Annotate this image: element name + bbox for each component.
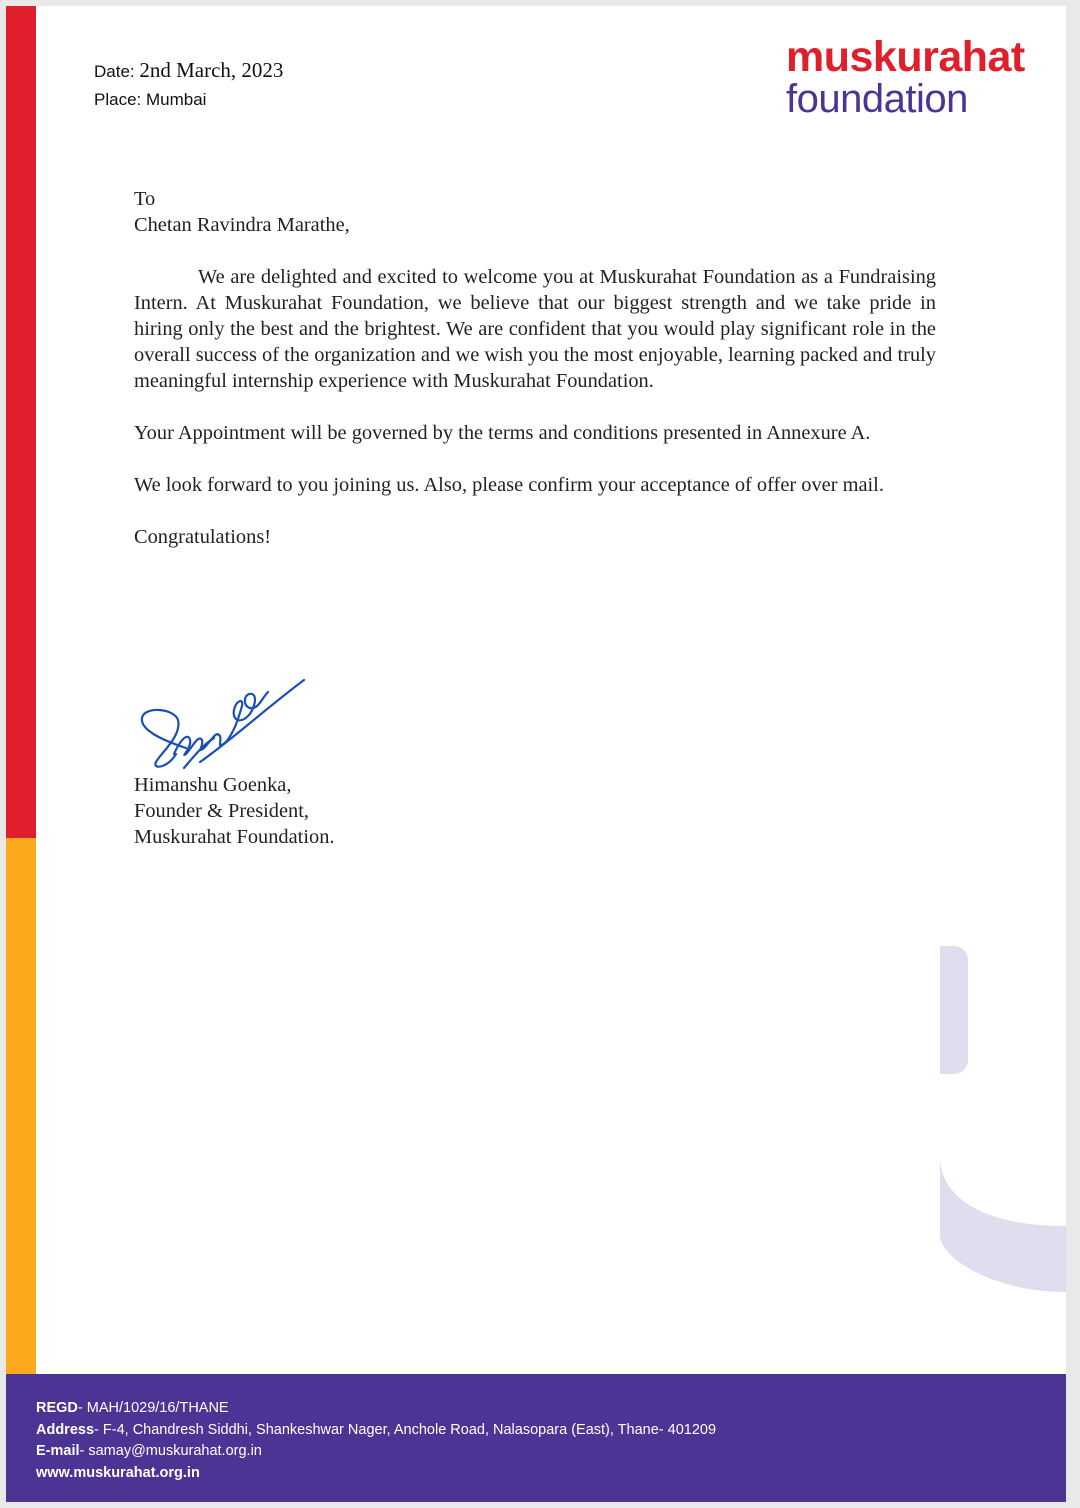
decorative-u-shape — [940, 946, 1066, 1306]
paragraph-confirm: We look forward to you joining us. Also, please confirm your acceptance of offer over mail. — [134, 474, 884, 496]
address-line — [36, 1420, 1066, 1442]
regd-label: REGD — [36, 1400, 78, 1416]
logo-line-2: foundation — [786, 77, 968, 121]
red-side-bar — [6, 6, 36, 838]
salutation: To — [134, 188, 156, 210]
recipient-name: Chetan Ravindra Marathe, — [134, 214, 350, 236]
signatory-name: Himanshu Goenka, — [134, 774, 292, 796]
letterhead-footer — [6, 1374, 1066, 1502]
paragraph-terms: Your Appointment will be governed by the terms and conditions presented in Annexure A. — [134, 422, 871, 444]
address-value: - F-4, Chandresh Siddhi, Shankeshwar Nager, Anchole Road, Nalasopara (East), Thane- 401209 — [94, 1421, 717, 1438]
signature-image — [134, 658, 314, 778]
date-value: 2nd March, 2023 — [139, 58, 284, 82]
signatory-org: Muskurahat Foundation. — [134, 826, 335, 848]
place-value: Mumbai — [145, 90, 207, 109]
signatory-block — [134, 772, 335, 850]
foundation-logo — [786, 34, 1046, 124]
date-label: Date: — [94, 62, 135, 81]
website-link[interactable]: www.muskurahat.org.in — [36, 1464, 200, 1481]
email-label: E-mail — [36, 1443, 80, 1459]
signatory-title: Founder & President, — [134, 800, 310, 822]
website-line — [36, 1463, 1066, 1485]
letter-body — [134, 186, 936, 550]
date-line — [94, 56, 283, 86]
place-label: Place: — [94, 90, 142, 109]
letter-page — [6, 6, 1066, 1502]
logo-line-1: muskurahat — [786, 33, 1025, 81]
email-value: - samay@muskurahat.org.in — [79, 1443, 262, 1459]
email-line — [36, 1441, 1066, 1463]
regd-value: - MAH/1029/16/THANE — [77, 1400, 229, 1416]
yellow-side-bar — [6, 838, 36, 1374]
letter-meta — [94, 56, 283, 114]
place-line — [94, 86, 283, 114]
paragraph-welcome: We are delighted and excited to welcome you at Muskurahat Foundation as a Fundraising Intern. At Muskurahat Foundation, we believe that our biggest strength and we take pride in hiring only the best and the brightest. We are confident that you would play significant role in the overall success of the organization and we wish you the most enjoyable, learning packed and truly meaningful internship experience with Muskurahat Foundation. — [134, 266, 936, 392]
closing-line: Congratulations! — [134, 526, 272, 548]
regd-line — [36, 1398, 1066, 1420]
address-label: Address — [36, 1421, 95, 1438]
